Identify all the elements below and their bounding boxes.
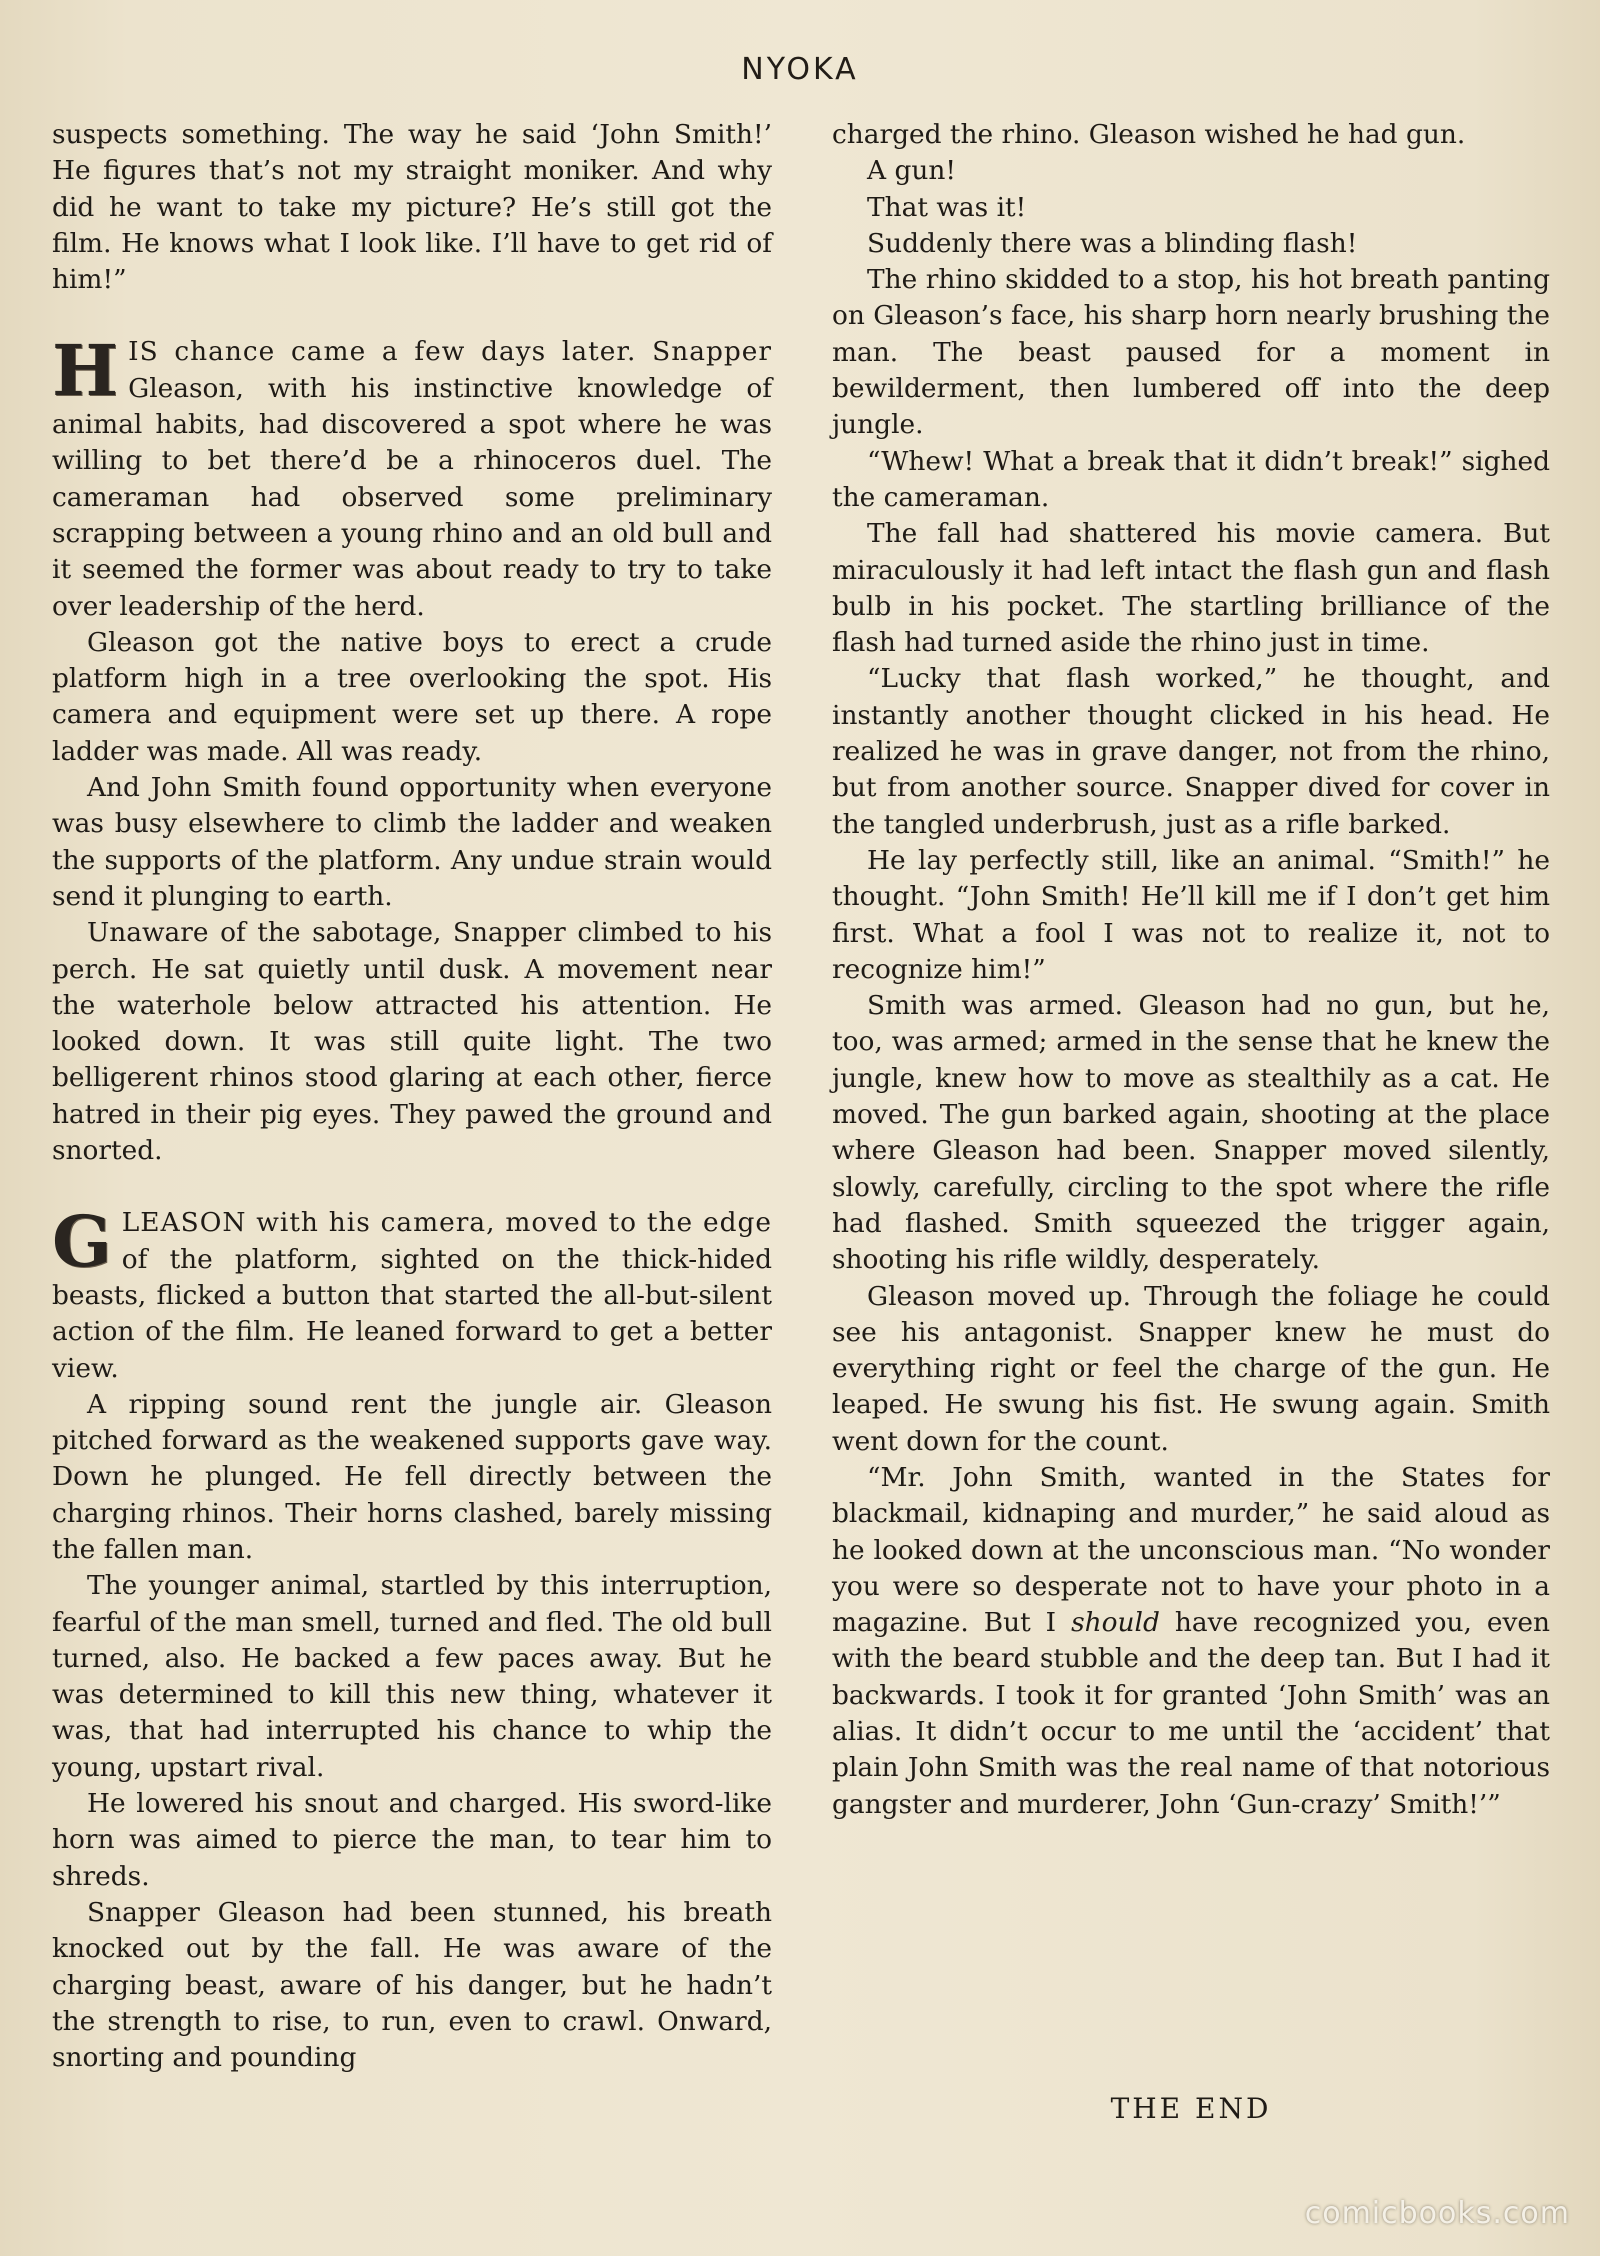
paragraph: That was it!	[867, 191, 1027, 223]
paragraph	[832, 1460, 1550, 1823]
drop-cap: G	[52, 1200, 112, 1284]
paragraph: Smith was armed. Gleason had no gun, but he, too, was armed; armed in the sense that he knew the jungle, knew how to move as stealthily as a cat. He moved. The gun barked again, shooting at the place where Gleason had been. Snapper moved silently, slowly, carefully, circling to the spot where the rifle had flashed. Smith squeezed the trigger again, shooting his rifle wildly, desperately.	[832, 990, 1550, 1276]
paragraph-text: have recognized you, even with the beard stubble and the deep tan. But I had it backwards. I took it for granted ‘John Smith’ was an alias. It didn’t occur to me until the ‘accident’ that plain John Smith was the real name of that notorious gangster and murderer, John ‘Gun-crazy’ Smith!’”	[832, 1607, 1550, 1820]
paragraph: He lay perfectly still, like an animal. “Smith!” he thought. “John Smith! He’ll kill me if I don’t get him first. What a fool I was not to realize it, not to recognize him!”	[832, 844, 1550, 985]
paragraph-text: “Mr. John Smith, wanted in the States for blackmail, kidnaping and murder,” he said aloud as he looked down at the unconscious man. “No wonder you were so desperate not to have your photo in a magazine. But I	[832, 1461, 1550, 1639]
paragraph: A ripping sound rent the jungle air. Gleason pitched forward as the weakened supports gave way. Down he plunged. He fell directly between the charging rhinos. Their horns clashed, barely missing the fallen man.	[52, 1388, 772, 1565]
watermark: comicbooks.com	[1304, 2196, 1570, 2231]
drop-cap: H	[52, 329, 119, 413]
paragraph: Gleason got the native boys to erect a crude platform high in a tree overlooking the spot. His camera and equipment were set up there. A rope ladder was made. All was ready.	[52, 626, 772, 767]
paragraph-dropcap	[52, 1200, 772, 1386]
paragraph-dropcap	[52, 329, 772, 624]
paragraph: “Lucky that flash worked,” he thought, and instantly another thought clicked in his head. He realized he was in grave danger, not from the rhino, but from another source. Snapper dived for cover in the tangled underbrush, just as a rifle barked.	[832, 663, 1550, 840]
paragraph: And John Smith found opportunity when everyone was busy elsewhere to climb the ladder and weaken the supports of the platform. Any undue strain would send it plunging to earth.	[52, 772, 772, 912]
the-end-label: THE END	[1110, 2092, 1272, 2125]
paragraph: Snapper Gleason had been stunned, his breath knocked out by the fall. He was aware of the charging beast, aware of his danger, but he hadn’t the strength to rise, to run, even to crawl. Onward, snorting and pounding	[52, 1896, 772, 2074]
paragraph: charged the rhino. Gleason wished he had gun.	[832, 119, 1466, 150]
italic-word: should	[1071, 1607, 1160, 1639]
left-column	[52, 117, 772, 2076]
paragraph: The rhino skidded to a stop, his hot breath panting on Gleason’s face, his sharp horn nearly brushing the man. The beast paused for a moment in bewilderment, then lumbered off into the deep jungle.	[832, 264, 1550, 441]
paragraph-text: LEASON with his camera, moved to the edge of the platform, sighted on the thick-hided beasts, flicked a button that started the all-but-silent action of the film. He leaned forward to get a better view.	[52, 1207, 772, 1384]
paragraph: A gun!	[867, 155, 956, 187]
paragraph: The younger animal, startled by this interruption, fearful of the man smell, turned and fled. The old bull turned, also. He backed a few paces away. But he was determined to kill this new thing, whatever it was, that had interrupted his chance to whip the young, upstart rival.	[52, 1570, 772, 1783]
paragraph: Unaware of the sabotage, Snapper climbed to his perch. He sat quietly until dusk. A movement near the waterhole below attracted his attention. He looked down. It was still quite light. The two belligerent rhinos stood glaring at each other, fierce hatred in their pig eyes. They pawed the ground and snorted.	[52, 917, 772, 1167]
paragraph: “Whew! What a break that it didn’t break!” sighed the cameraman.	[832, 445, 1550, 513]
right-column	[832, 117, 1550, 1823]
page-title: NYOKA	[741, 52, 859, 87]
paragraph: suspects something. The way he said ‘John Smith!’ He figures that’s not my straight moniker. And why did he want to take my picture? He’s still got the film. He knows what I look like. I’ll have to get rid of him!”	[52, 119, 772, 296]
paragraph-text: IS chance came a few days later. Snapper Gleason, with his instinctive knowledge of animal habits, had discovered a spot where he was willing to bet there’d be a rhinoceros duel. The cameraman had observed some preliminary scrapping between a young rhino and an old bull and it seemed the former was about ready to try to take over leadership of the herd.	[52, 336, 772, 622]
paragraph: He lowered his snout and charged. His sword-like horn was aimed to pierce the man, to tear him to shreds.	[52, 1788, 772, 1892]
paragraph: Gleason moved up. Through the foliage he could see his antagonist. Snapper knew he must do everything right or feel the charge of the gun. He leaped. He swung his fist. He swung again. Smith went down for the count.	[832, 1280, 1550, 1457]
paragraph: Suddenly there was a blinding flash!	[867, 227, 1358, 259]
paragraph: The fall had shattered his movie camera. But miraculously it had left intact the flash gun and flash bulb in his pocket. The startling brilliance of the flash had turned aside the rhino just in time.	[832, 518, 1550, 659]
